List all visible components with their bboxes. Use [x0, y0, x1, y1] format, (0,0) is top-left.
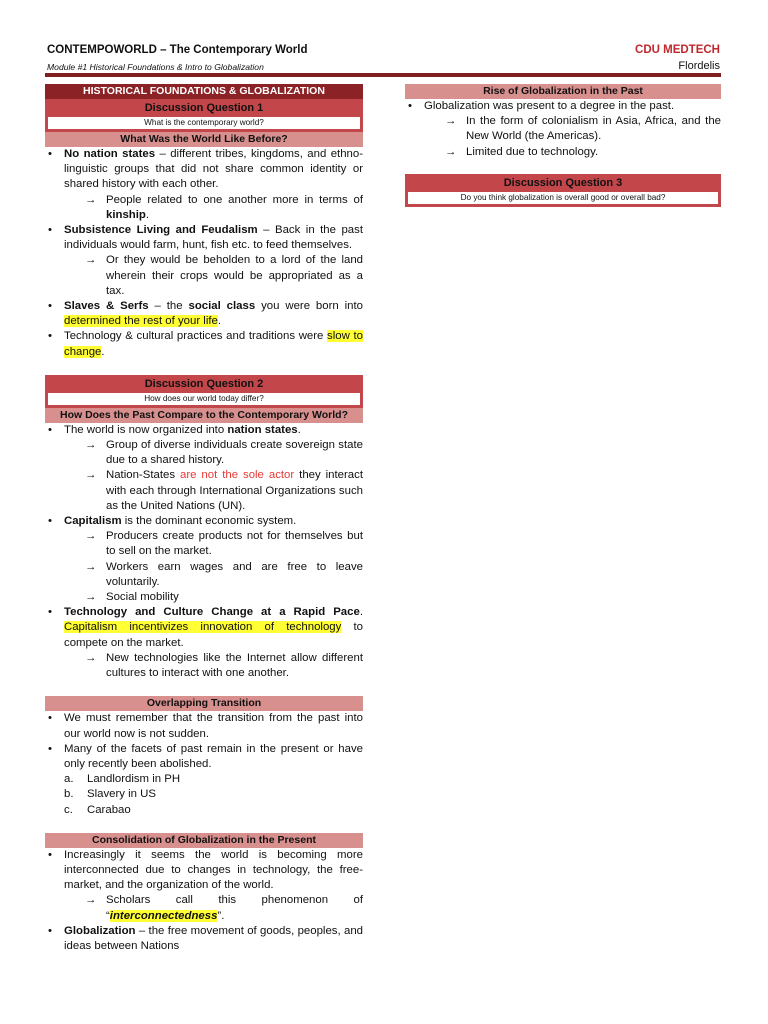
header-subtitle: Module #1 Historical Foundations & Intro to Globalization [47, 62, 264, 72]
sub-item: → Scholars call this phenomenon of “interconnectedness”. [83, 893, 363, 923]
list-item: • We must remember that the transition from the past into our world now is not sudden. [45, 711, 363, 741]
list-item: • Capitalism is the dominant economic system. → Producers create products not for themselves but to sell on the market. → Workers earn wages and are free to leave voluntarily. → Social mobility [45, 514, 363, 605]
main-section-band: HISTORICAL FOUNDATIONS & GLOBALIZATION [45, 84, 363, 99]
highlight: interconnectedness [109, 909, 218, 922]
dq3-title: Discussion Question 3 [503, 176, 623, 189]
list-consolidation [45, 848, 363, 954]
dq1-title: Discussion Question 1 [144, 102, 264, 114]
lettered-item: b. Slavery in US [64, 788, 157, 801]
highlight: determined the rest of your life [64, 315, 218, 328]
sub-item: → Group of diverse individuals create sovereign state due to a shared history. [83, 438, 363, 468]
left-column [45, 84, 363, 954]
dq3-question: Do you think globalization is overall good or overall bad? [408, 192, 718, 204]
sub-item: → Limited due to technology. [443, 145, 721, 160]
header-author: Flordelis [678, 60, 720, 72]
dq2-question: How does our world today differ? [48, 393, 360, 405]
lettered-item: a. Landlordism in PH [64, 773, 181, 786]
discussion-question-2 [45, 375, 363, 408]
heading-consolidation: Consolidation of Globalization in the Present [45, 833, 363, 848]
list-item: • Slaves & Serfs – the social class you were born into determined the rest of your life. [45, 299, 363, 329]
list-item: • Subsistence Living and Feudalism – Back in the past individuals would farm, hunt, fish etc. to feed themselves. → Or they would be beholden to a lord of the land wherein their crops would be appropriated as a tax. [45, 223, 363, 299]
list-item: • Increasingly it seems the world is becoming more interconnected due to changes in technology, the free-market, and the organization of the world. → Scholars call this phenomenon of “interconnectedness”. [45, 848, 363, 924]
header-divider [45, 73, 721, 77]
list-item: • Globalization was present to a degree in the past. → In the form of colonialism in Asia, Africa, and the New World (the Americas). → Limited due to technology. [405, 99, 721, 160]
list-world-before [45, 147, 363, 360]
highlight: Capitalism incentivizes innovation of technology [64, 621, 342, 634]
heading-world-before: What Was the World Like Before? [45, 132, 363, 147]
list-past-compare [45, 423, 363, 681]
discussion-question-3 [405, 174, 721, 207]
lettered-item: c. Carabao [64, 803, 131, 816]
list-item: • Technology and Culture Change at a Rapid Pace. Capitalism incentivizes innovation of technology to compete on the market. → New technologies like the Internet allow different cultures to interact with one another. [45, 605, 363, 681]
list-overlapping [45, 711, 363, 772]
heading-past-compare: How Does the Past Compare to the Contemporary World? [45, 408, 363, 423]
highlight: slow to change [64, 330, 363, 358]
discussion-question-1 [45, 99, 363, 132]
header-title: CONTEMPOWORLD – The Contemporary World [47, 44, 308, 56]
sub-item: → In the form of colonialism in Asia, Africa, and the New World (the Americas). [443, 114, 721, 144]
dq1-question: What is the contemporary world? [48, 117, 360, 129]
list-item: • Globalization – the free movement of goods, peoples, and ideas between Nations [45, 924, 363, 954]
list-item: • No nation states – different tribes, kingdoms, and ethno-linguistic groups that did not share common identity or shared history with each other. → People related to one another more in terms of kinship. [45, 147, 363, 223]
list-rise [405, 99, 721, 160]
header-org: CDU MEDTECH [635, 44, 720, 56]
heading-rise-globalization: Rise of Globalization in the Past [405, 84, 721, 99]
heading-overlapping-transition: Overlapping Transition [45, 696, 363, 711]
list-item: • The world is now organized into nation states. → Group of diverse individuals create sovereign state due to a shared history. → Nation-States are not the sole actor they interact with each through International Organizations such as the United Nations (UN). [45, 423, 363, 514]
red-emphasis: are not the sole actor [179, 469, 295, 482]
sub-item: → Or they would be beholden to a lord of the land wherein their crops would be appropriated as a tax. [83, 253, 363, 299]
sub-item: → Workers earn wages and are free to leave voluntarily. [83, 560, 363, 590]
sub-item: → Social mobility [83, 590, 363, 605]
lettered-list [64, 772, 363, 818]
right-column [405, 84, 721, 207]
sub-item: → Nation-States are not the sole actor they interact with each through International Organizations such as the United Nations (UN). [83, 468, 363, 514]
sub-item: → People related to one another more in terms of kinship. [83, 193, 363, 223]
dq2-title: Discussion Question 2 [144, 377, 264, 390]
list-item: • Technology & cultural practices and traditions were slow to change. [45, 329, 363, 359]
sub-item: → Producers create products not for themselves but to sell on the market. [83, 529, 363, 559]
sub-item: → New technologies like the Internet allow different cultures to interact with one another. [83, 651, 363, 681]
list-item: • Many of the facets of past remain in the present or have only recently been abolished. [45, 742, 363, 772]
